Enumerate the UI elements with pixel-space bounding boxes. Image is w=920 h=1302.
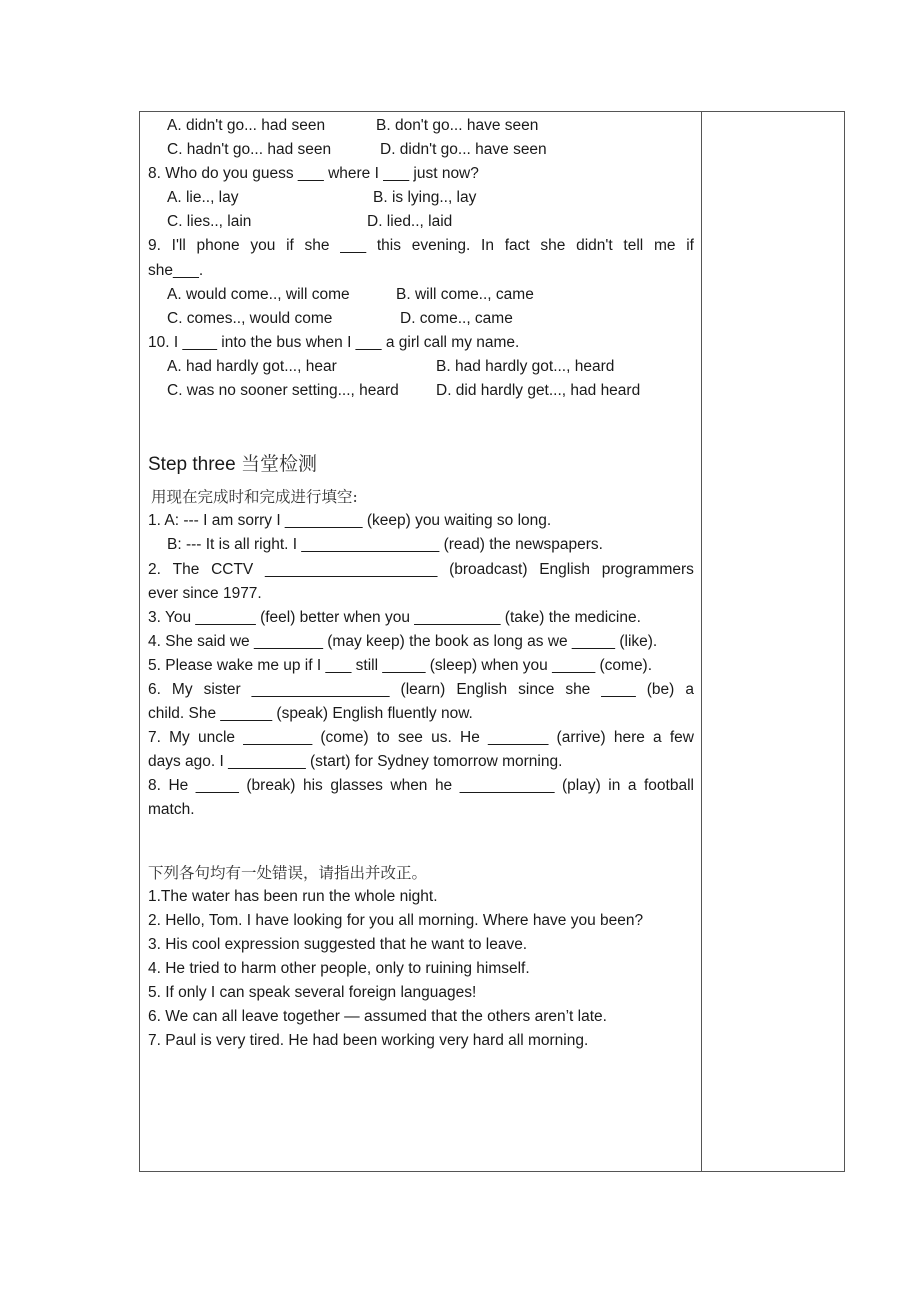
error-item-4: 4. He tried to harm other people, only to ruining himself. [148, 959, 530, 977]
blank: ___ [340, 237, 367, 255]
word: He [460, 729, 480, 747]
fill-in-instruction: 用现在完成时和完成进行填空: [151, 488, 358, 507]
word: few [669, 729, 694, 747]
word: The [172, 560, 200, 578]
q7-option-b: B. don't go... have seen [376, 117, 539, 134]
word: (broadcast) [449, 560, 528, 578]
q8-option-a: A. lie.., lay [167, 189, 239, 207]
word: she [304, 237, 330, 255]
q7-option-a: A. didn't go... had seen [167, 117, 326, 134]
blank: _____ [195, 777, 239, 795]
word: a [685, 680, 694, 698]
word: 9. [148, 237, 161, 255]
error-item-6: 6. We can all leave together — assumed that the others aren’t late. [148, 1008, 607, 1026]
q10-option-b: B. had hardly got..., heard [436, 357, 615, 375]
word: evening. [411, 237, 471, 255]
word: if [686, 237, 694, 255]
q9-options-row-2 [148, 307, 694, 331]
q7-option-c: C. hadn't go... had seen [167, 141, 332, 159]
error-item-7: 7. Paul is very tired. He had been working very hard all morning. [148, 1032, 589, 1050]
q7-options-row-2 [148, 138, 694, 162]
word: (learn) [400, 680, 446, 698]
word: He [168, 777, 189, 795]
worksheet-table [139, 111, 845, 1172]
blank: _______ [488, 729, 549, 747]
word: here [613, 729, 645, 747]
q10-stem: 10. I ____ into the bus when I ___ a girl call my name. [148, 333, 520, 351]
word: football [643, 777, 694, 795]
q9-option-c: C. comes.., would come [167, 309, 333, 327]
word: fact [504, 237, 530, 255]
fill-item-3: 3. You _______ (feel) better when you __________ (take) the medicine. [148, 608, 641, 626]
q10-option-d: D. did hardly get..., had heard [436, 382, 641, 400]
fill-item-4: 4. She said we ________ (may keep) the book as long as we _____ (like). [148, 632, 658, 650]
q7-option-d: D. didn't go... have seen [380, 141, 547, 159]
q10-options-row-1 [148, 355, 694, 379]
fill-item-8-line-1 [148, 774, 694, 798]
q9-stem-line-1 [148, 234, 694, 258]
word: she [540, 237, 566, 255]
word: glasses [330, 777, 383, 795]
fill-item-1b: B: --- It is all right. I ________________ (read) the newspapers. [167, 536, 603, 554]
error-item-5: 5. If only I can speak several foreign languages! [148, 984, 477, 1001]
word: 8. [148, 777, 161, 795]
word: I'll [171, 237, 186, 255]
error-item-3: 3. His cool expression suggested that he want to leave. [148, 935, 528, 953]
word: us. [431, 729, 452, 747]
word: since [518, 680, 555, 698]
blank: ________________ [251, 680, 390, 698]
heading-english: Step three [148, 454, 241, 476]
q10-options-row-2 [148, 379, 694, 403]
word: 2. [148, 560, 161, 578]
word: English [456, 680, 508, 698]
fill-item-7-line-1 [148, 726, 694, 750]
fill-item-2-line-2: ever since 1977. [148, 584, 262, 602]
q9-option-a: A. would come.., will come [167, 285, 350, 303]
fill-item-5: 5. Please wake me up if I ___ still _____ (sleep) when you _____ (come). [148, 656, 653, 674]
fill-item-8-line-2: match. [148, 801, 195, 819]
word: to [376, 729, 390, 747]
error-item-1: 1.The water has been run the whole night. [148, 887, 438, 905]
word: phone [196, 237, 240, 255]
word: 6. [148, 680, 161, 698]
word: if [286, 237, 294, 255]
word: she [565, 680, 591, 698]
error-item-2: 2. Hello, Tom. I have looking for you all morning. Where have you been? [148, 911, 644, 929]
fill-item-2-line-1 [148, 558, 694, 582]
word: uncle [197, 729, 236, 747]
blank: ________ [243, 729, 313, 747]
word: when [390, 777, 428, 795]
blank: ____________________ [264, 560, 438, 578]
notes-column-cell [702, 112, 844, 1171]
word: me [653, 237, 676, 255]
word: a [653, 729, 662, 747]
q10-option-a: A. had hardly got..., hear [167, 357, 337, 375]
q8-stem: 8. Who do you guess ___ where I ___ just now? [148, 165, 479, 183]
q9-stem-line-2: she___. [148, 261, 204, 279]
section-heading-step-three [148, 451, 694, 477]
fill-item-6-line-2: child. She ______ (speak) English fluently now. [148, 705, 473, 723]
fill-item-7-line-2: days ago. I _________ (start) for Sydney tomorrow morning. [148, 753, 563, 771]
fill-item-1a: 1. A: --- I am sorry I _________ (keep) you waiting so long. [148, 512, 552, 530]
main-content-cell [148, 114, 694, 1053]
q8-option-b: B. is lying.., lay [373, 189, 477, 207]
word: 7. [148, 729, 161, 747]
q8-options-row-2 [148, 210, 694, 234]
word: My [169, 729, 190, 747]
q8-option-d: D. lied.., laid [367, 213, 453, 231]
q9-options-row-1 [148, 283, 694, 307]
q9-option-b: B. will come.., came [396, 285, 534, 303]
q10-option-c: C. was no sooner setting..., heard [167, 382, 399, 400]
q8-options-row-1 [148, 186, 694, 210]
q7-options-row-1 [148, 114, 694, 138]
word: In [481, 237, 494, 255]
word: (arrive) [556, 729, 606, 747]
error-correction-instruction: 下列各句均有一处错误，请指出并改正。 [148, 863, 428, 882]
word: his [302, 777, 323, 795]
word: see [397, 729, 423, 747]
word: didn't [576, 237, 613, 255]
word: (break) [246, 777, 296, 795]
word: My [171, 680, 193, 698]
q8-option-c: C. lies.., lain [167, 213, 252, 231]
word: this [376, 237, 401, 255]
fill-item-6-line-1 [148, 678, 694, 702]
word: in [608, 777, 621, 795]
word: a [627, 777, 637, 795]
word: programmers [601, 560, 694, 578]
word: he [434, 777, 453, 795]
word: CCTV [211, 560, 254, 578]
blank: ____ [601, 680, 636, 698]
word: tell [623, 237, 644, 255]
word: sister [203, 680, 241, 698]
word: (come) [320, 729, 369, 747]
q9-option-d: D. come.., came [400, 309, 513, 327]
word: English [539, 560, 591, 578]
word: (play) [562, 777, 601, 795]
word: (be) [646, 680, 675, 698]
blank: ___________ [459, 777, 555, 795]
heading-chinese: 当堂检测 [240, 453, 317, 476]
word: you [250, 237, 276, 255]
